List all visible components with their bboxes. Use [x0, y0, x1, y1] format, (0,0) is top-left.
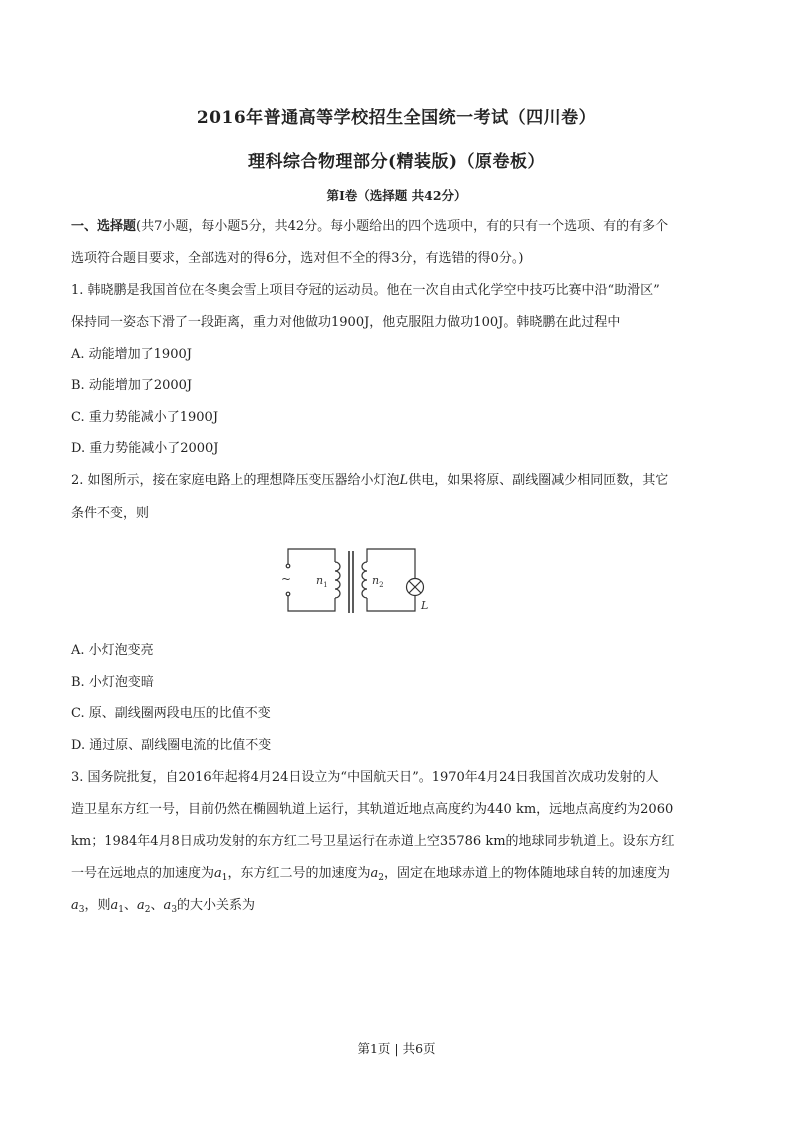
q2-option-d: D. 通过原、副线圈电流的比值不变	[71, 738, 272, 753]
instructions-line-1	[71, 218, 668, 236]
q3-line-1: 3. 国务院批复，自2016年起将4月24日设立为“中国航天日”。1970年4月24日我国首次成功发射的人	[71, 770, 659, 785]
n2-label	[372, 574, 384, 589]
q3-line-2: 造卫星东方红一号，目前仍然在椭圆轨道上运行，其轨道近地点高度约为440 km，远地点高度约为2060	[71, 802, 674, 817]
q3-a3-var-2: a	[163, 898, 172, 913]
q3-a3-sub-2: 3	[171, 905, 178, 915]
q3-a2-sub-2: 2	[144, 905, 151, 915]
q3-text-5c: 的大小关系为	[177, 898, 256, 913]
q3-sep-2: 、	[150, 898, 164, 913]
q3-a1-sub: 1	[221, 873, 228, 883]
q3-line-5	[71, 897, 255, 915]
q2-option-a: A. 小灯泡变亮	[71, 643, 154, 658]
n2-var: n	[372, 574, 380, 587]
input-terminal-bottom	[286, 592, 290, 596]
q3-line-4	[71, 865, 670, 883]
q3-text-4a: 一号在远地点的加速度为	[71, 866, 215, 881]
q1-option-a: A. 动能增加了1900J	[71, 347, 192, 362]
q3-sep-1: 、	[124, 898, 138, 913]
q1-line-2: 保持同一姿态下滑了一段距离，重力对他做功1900J，他克服阻力做功100J。韩晓鹏在此过程中	[71, 315, 621, 330]
transformer-circuit-diagram	[277, 543, 442, 621]
q1-option-b: B. 动能增加了2000J	[71, 378, 193, 393]
secondary-wire-bottom	[367, 595, 415, 611]
q3-a1-var: a	[214, 866, 222, 881]
secondary-coil	[362, 562, 367, 598]
q3-a2-var-2: a	[137, 898, 145, 913]
input-terminal-top	[286, 564, 290, 568]
page-footer: 第1页 | 共6页	[357, 1041, 436, 1056]
lamp-label: L	[421, 599, 429, 612]
q3-a2-var: a	[370, 866, 379, 881]
q3-a1-var-2: a	[110, 898, 119, 913]
q3-line-3: km；1984年4月8日成功发射的东方红二号卫星运行在赤道上空35786 km的地球同步轨道上。设东方红	[71, 834, 675, 849]
n2-subscript: 2	[379, 581, 384, 589]
q2-text-a: 2. 如图所示，接在家庭电路上的理想降压变压器给小灯泡	[71, 473, 400, 488]
instructions-text-1: (共7小题，每小题5分，共42分。每小题给出的四个选项中，有的只有一个选项、有的有多个	[136, 219, 669, 234]
instructions-line-2: 选项符合题目要求，全部选对的得6分，选对但不全的得3分，有选错的得0分。)	[71, 251, 524, 266]
q3-a3-var: a	[71, 898, 79, 913]
section-heading: 第I卷（选择题 共42分）	[326, 188, 467, 203]
q2-option-c: C. 原、副线圈两段电压的比值不变	[71, 706, 271, 721]
q1-option-d: D. 重力势能减小了2000J	[71, 441, 219, 456]
q1-line-1: 1. 韩晓鹏是我国首位在冬奥会雪上项目夺冠的运动员。他在一次自由式化学空中技巧比赛中沿“助滑区”	[71, 283, 660, 298]
q3-a2-sub: 2	[378, 873, 385, 883]
primary-wire-top	[288, 549, 335, 566]
section-label: 一、选择题	[71, 219, 137, 234]
q2-option-b: B. 小灯泡变暗	[71, 675, 154, 690]
primary-wire-bottom	[288, 594, 335, 611]
q3-a1-sub-2: 1	[118, 905, 125, 915]
page-title: 2016年普通高等学校招生全国统一考试（四川卷）	[196, 108, 597, 128]
n1-subscript: 1	[323, 581, 328, 589]
q3-a3-sub: 3	[78, 905, 85, 915]
q3-text-4b: ，东方红二号的加速度为	[227, 866, 371, 881]
q1-option-c: C. 重力势能减小了1900J	[71, 410, 219, 425]
q2-lamp-var: L	[399, 473, 409, 488]
q3-text-5b: ，则	[84, 898, 111, 913]
q3-text-4c: ，固定在地球赤道上的物体随地球自转的加速度为	[384, 866, 671, 881]
ac-source-symbol: ~	[281, 572, 292, 586]
q2-line-2: 条件不变，则	[71, 506, 150, 521]
n1-label	[316, 574, 328, 589]
page-subtitle: 理科综合物理部分(精装版)（原卷板）	[247, 152, 546, 172]
primary-coil	[335, 562, 340, 598]
n1-var: n	[316, 574, 324, 587]
q2-text-b: 供电，如果将原、副线圈减少相同匝数，其它	[408, 473, 669, 488]
q2-line-1	[71, 472, 668, 490]
